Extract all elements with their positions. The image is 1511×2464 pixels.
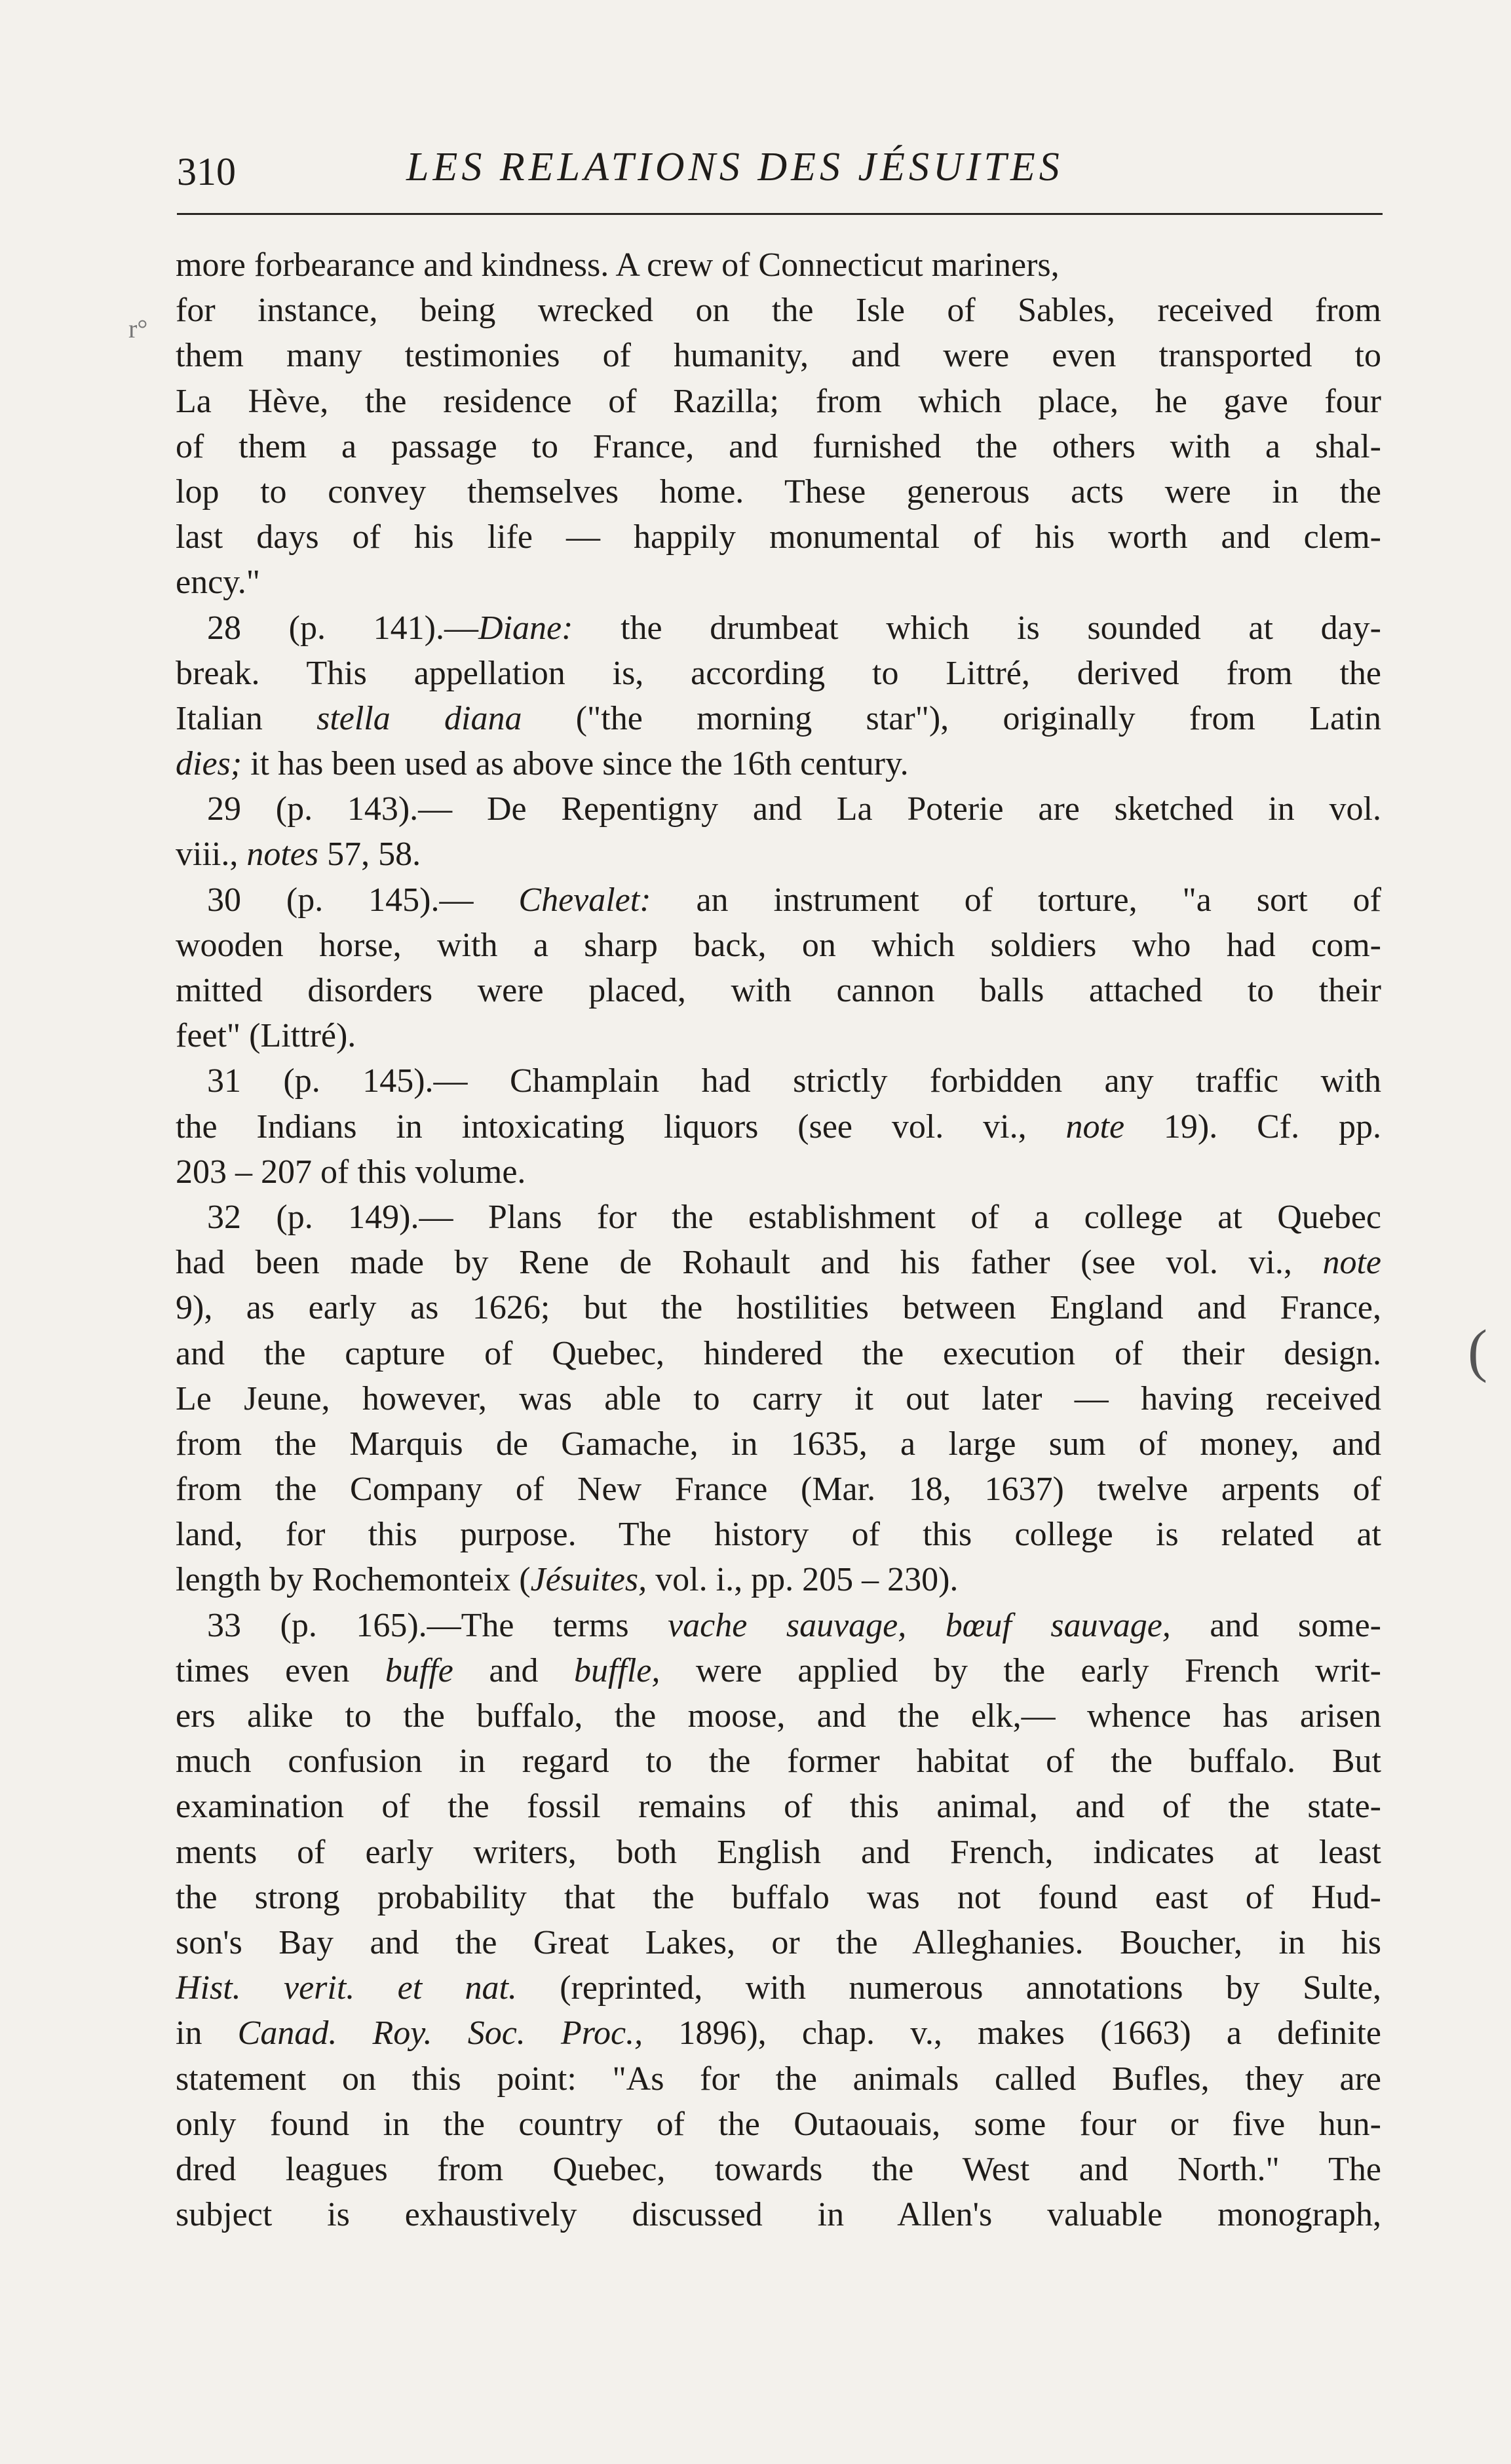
text-line — [176, 786, 1381, 832]
text-run: 32 (p. 149).— Plans for the establishment of a college at Quebec — [207, 1198, 1381, 1236]
text-run: the strong probability that the buffalo was not found east of Hud- — [176, 1878, 1381, 1916]
text-run: and some- — [1170, 1606, 1381, 1644]
text-line — [176, 1920, 1381, 1965]
header-rule — [177, 213, 1383, 215]
text-run: and — [453, 1651, 574, 1689]
text-run: statement on this point: "As for the animals called Bufles, they are — [176, 2060, 1381, 2098]
text-run: ("the morning star"), originally from Latin — [522, 699, 1381, 737]
italic-text: Jésuites, — [530, 1561, 647, 1599]
text-line — [176, 1240, 1381, 1285]
italic-text: note — [1322, 1244, 1381, 1282]
text-run: it has been used as above since the 16th century. — [242, 745, 909, 783]
text-line — [176, 2147, 1381, 2192]
text-line — [176, 560, 1381, 605]
text-run: length by Rochemonteix ( — [176, 1561, 531, 1599]
text-run: examination of the fossil remains of this animal, and of the state- — [176, 1788, 1381, 1826]
text-line — [176, 832, 1381, 877]
italic-text: dies; — [176, 745, 242, 783]
text-run: were applied by the early French writ- — [660, 1651, 1381, 1689]
text-run: ers alike to the buffalo, the moose, and the elk,— whence has arisen — [176, 1697, 1381, 1735]
text-line — [176, 1013, 1381, 1058]
italic-text: buffle, — [573, 1651, 660, 1689]
text-run: subject is exhaustively discussed in Allen's valuable monograph, — [176, 2196, 1381, 2234]
text-run: had been made by Rene de Rohault and his father (see vol. vi., — [176, 1244, 1323, 1282]
text-line — [176, 242, 1381, 288]
text-line — [176, 2192, 1381, 2237]
text-line — [176, 696, 1381, 741]
text-run: (reprinted, with numerous annotations by Sulte, — [516, 1969, 1381, 2007]
text-run: wooden horse, with a sharp back, on which soldiers who had com- — [176, 926, 1381, 964]
text-line — [176, 333, 1381, 378]
margin-bracket: ( — [1468, 1319, 1487, 1383]
italic-text: notes — [246, 836, 319, 874]
text-line — [176, 968, 1381, 1013]
text-run: an instrument of torture, "a sort of — [651, 881, 1381, 919]
text-run: 9), as early as 1626; but the hostilities between England and France, — [176, 1289, 1381, 1327]
text-line — [176, 514, 1381, 560]
text-line — [176, 288, 1381, 333]
text-run: 203 – 207 of this volume. — [176, 1153, 526, 1191]
text-line — [176, 1648, 1381, 1693]
text-run: of them a passage to France, and furnished the others with a shal- — [176, 427, 1381, 465]
text-line — [176, 379, 1381, 424]
italic-text: Chevalet: — [518, 881, 651, 919]
text-run: from the Marquis de Gamache, in 1635, a large sum of money, and — [176, 1425, 1381, 1463]
text-line — [176, 606, 1381, 651]
text-run: for instance, being wrecked on the Isle of Sables, received from — [176, 292, 1381, 330]
text-line — [176, 2056, 1381, 2102]
text-run: more forbearance and kindness. A crew of Connecticut mariners, — [176, 246, 1060, 284]
italic-text: stella diana — [316, 699, 522, 737]
text-run: Le Jeune, however, was able to carry it out later — having received — [176, 1379, 1381, 1417]
italic-text: note — [1065, 1107, 1125, 1145]
running-title: LES RELATIONS DES JÉSUITES — [406, 145, 1063, 189]
page-number: 310 — [177, 150, 236, 193]
text-run: 30 (p. 145).— — [207, 881, 519, 919]
text-run: land, for this purpose. The history of this college is related at — [176, 1516, 1381, 1554]
text-run: in — [176, 2014, 238, 2052]
text-line — [176, 1739, 1381, 1784]
text-line — [176, 1331, 1381, 1376]
text-line — [176, 1557, 1381, 1602]
text-run: the Indians in intoxicating liquors (see vol. vi., — [176, 1107, 1066, 1145]
text-run: lop to convey themselves home. These generous acts were in the — [176, 472, 1381, 510]
text-run: 29 (p. 143).— De Repentigny and La Poterie are sketched in vol. — [207, 790, 1381, 828]
text-line — [176, 1467, 1381, 1512]
text-run: much confusion in regard to the former habitat of the buffalo. But — [176, 1742, 1381, 1781]
text-run: son's Bay and the Great Lakes, or the Alleghanies. Boucher, in his — [176, 1923, 1381, 1961]
text-run: feet" (Littré). — [176, 1017, 356, 1055]
text-run: viii., — [176, 836, 247, 874]
text-run: ments of early writers, both English and French, indicates at least — [176, 1833, 1381, 1871]
text-run: Italian — [176, 699, 317, 737]
text-line — [176, 1512, 1381, 1557]
italic-text: Canad. Roy. Soc. Proc., — [237, 2014, 643, 2052]
text-line — [176, 1784, 1381, 1829]
text-run: La Hève, the residence of Razilla; from which place, he gave four — [176, 382, 1381, 420]
text-run: them many testimonies of humanity, and were even transported to — [176, 337, 1381, 375]
text-line — [176, 469, 1381, 514]
text-line — [176, 741, 1381, 786]
text-run: vol. i., pp. 205 – 230). — [647, 1561, 959, 1599]
text-run: the drumbeat which is sounded at day- — [573, 609, 1381, 647]
text-run: last days of his life — happily monumental of his worth and clem- — [176, 518, 1381, 556]
text-line — [176, 1195, 1381, 1240]
text-run: times even — [176, 1651, 385, 1689]
text-run: 19). Cf. pp. — [1124, 1107, 1381, 1145]
text-line — [176, 1421, 1381, 1467]
text-run: 28 (p. 141).— — [207, 609, 478, 647]
text-run: dred leagues from Quebec, towards the West and North." The — [176, 2150, 1381, 2188]
text-line — [176, 877, 1381, 923]
text-line — [176, 1058, 1381, 1104]
text-line — [176, 1149, 1381, 1195]
text-run: 31 (p. 145).— Champlain had strictly forbidden any traffic with — [207, 1062, 1381, 1100]
text-line — [176, 424, 1381, 469]
text-run: only found in the country of the Outaouais, some four or five hun- — [176, 2105, 1381, 2143]
text-line — [176, 1693, 1381, 1739]
text-line — [176, 1830, 1381, 1875]
italic-text: Diane: — [478, 609, 573, 647]
text-line — [176, 1285, 1381, 1330]
text-line — [176, 2102, 1381, 2147]
text-run: from the Company of New France (Mar. 18, 1637) twelve arpents of — [176, 1471, 1381, 1509]
text-run: 57, 58. — [318, 836, 421, 874]
text-run: 33 (p. 165).—The terms — [207, 1606, 668, 1644]
italic-text: buffe — [385, 1651, 453, 1689]
text-line — [176, 1603, 1381, 1648]
text-line — [176, 1875, 1381, 1920]
text-line — [176, 1965, 1381, 2011]
italic-text: vache sauvage, bœuf sauvage, — [668, 1606, 1171, 1644]
margin-mark: r° — [128, 314, 148, 343]
text-run: ency." — [176, 564, 261, 602]
text-line — [176, 651, 1381, 696]
italic-text: Hist. verit. et nat. — [176, 1969, 517, 2007]
text-line — [176, 923, 1381, 968]
text-run: mitted disorders were placed, with cannon balls attached to their — [176, 972, 1381, 1009]
text-run: 1896), chap. v., makes (1663) a definite — [643, 2014, 1381, 2052]
text-line — [176, 2011, 1381, 2056]
text-line — [176, 1376, 1381, 1421]
text-line — [176, 1104, 1381, 1149]
page-header — [177, 144, 1389, 203]
text-run: break. This appellation is, according to Littré, derived from the — [176, 654, 1381, 692]
body-text — [176, 242, 1381, 2237]
text-run: and the capture of Quebec, hindered the execution of their design. — [176, 1334, 1381, 1372]
